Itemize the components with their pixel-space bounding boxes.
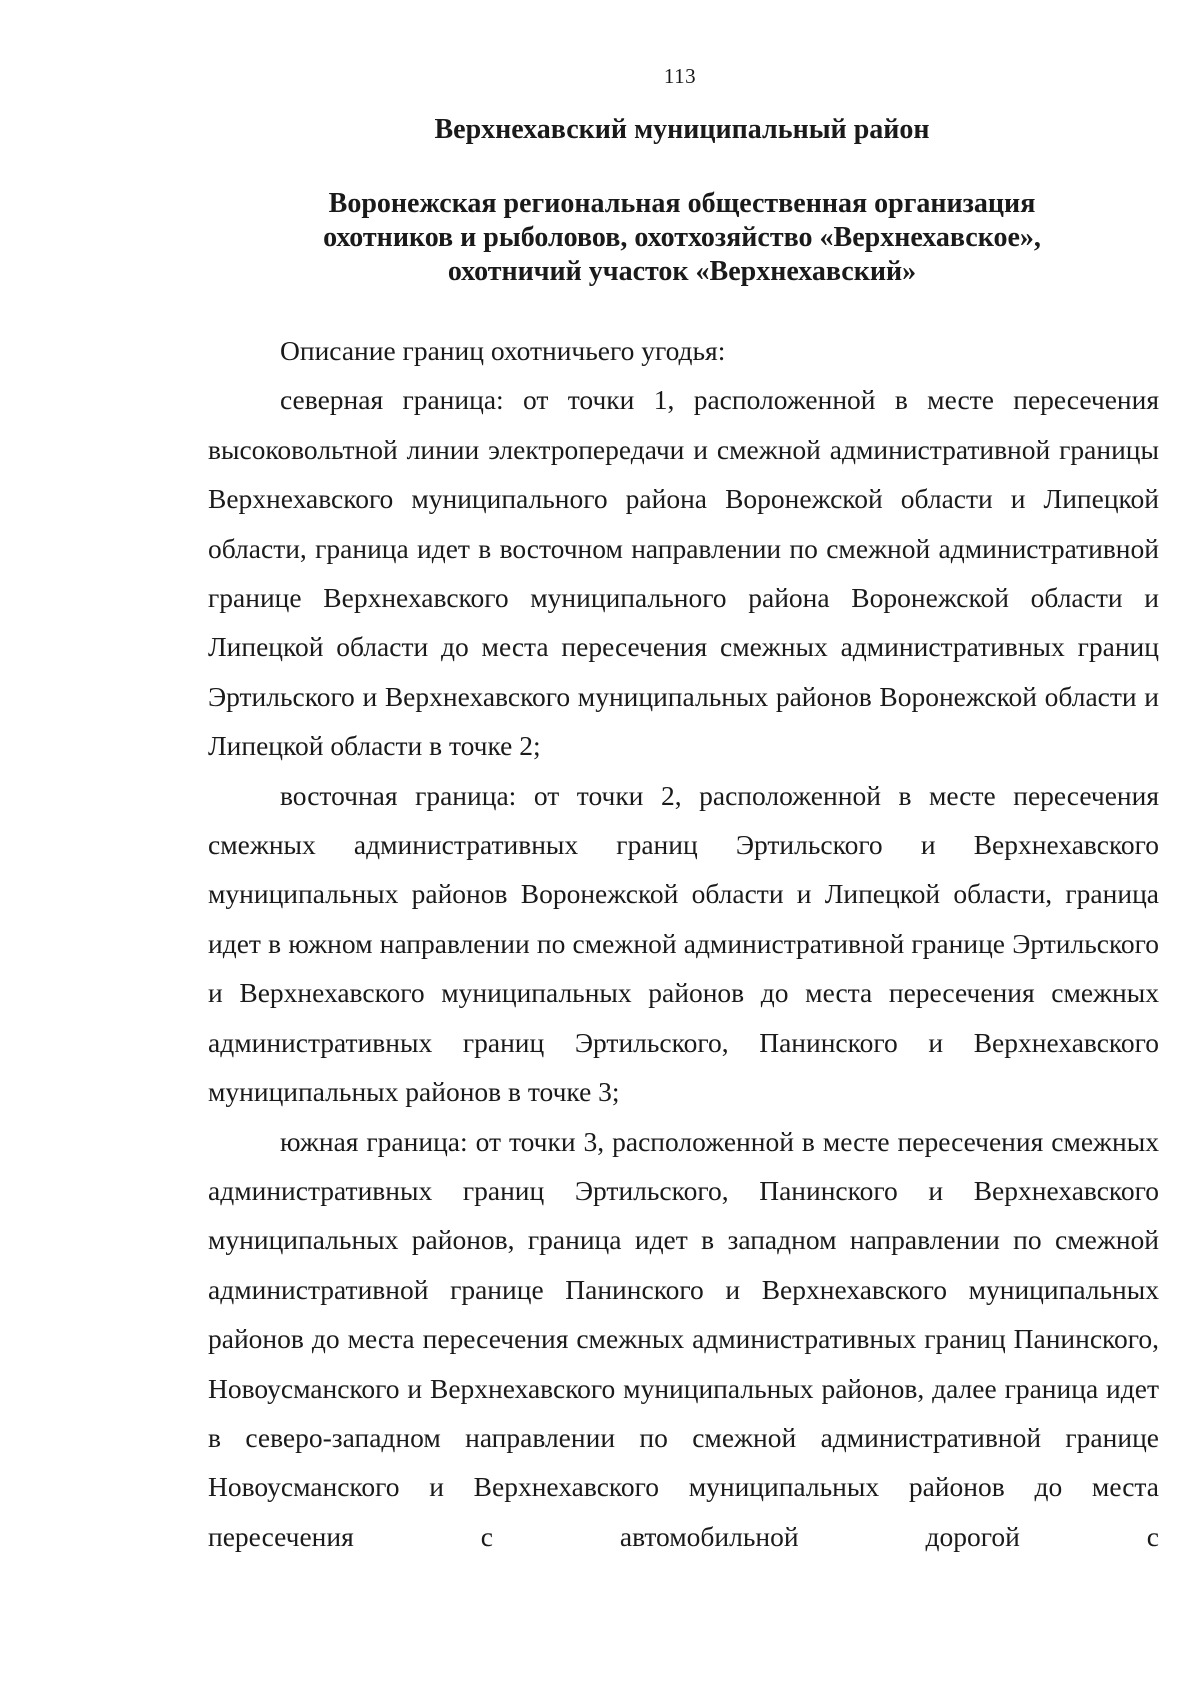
paragraph-intro: Описание границ охотничьего угодья: (280, 335, 726, 366)
page-number: 113 (663, 64, 697, 88)
paragraph-east-boundary: восточная граница: от точки 2, расположенной в месте пересечения смежных административных границ Эртильского и Верхнехавского муниципальных районов Воронежской области и Липецкой области, граница идет в южном направлении по смежной административной границе Эртильского и Верхнехавского муниципальных районов до места пересечения смежных административных границ Эртильского, Панинского и Верхнехавского муниципальных районов в точке 3; (208, 779, 1159, 1108)
organization-title-line: охотничий участок «Верхнехавский» (447, 256, 917, 287)
paragraph-north-boundary: северная граница: от точки 1, расположенной в месте пересечения высоковольтной линии электропередачи и смежной административной границы Верхнехавского муниципального района Воронежской области и Липецкой области, граница идет в восточном направлении по смежной административной границе Верхнехавского муниципального района Воронежской области и Липецкой области до места пересечения смежных административных границ Эртильского и Верхнехавского муниципальных районов Воронежской области и Липецкой области в точке 2; (208, 384, 1159, 762)
paragraph-south-boundary: южная граница: от точки 3, расположенной в месте пересечения смежных административных границ Эртильского, Панинского и Верхнехавского муниципальных районов, граница идет в западном направлении по смежной административной границе Панинского и Верхнехавского муниципальных районов до места пересечения смежных административных границ Панинского, Новоусманского и Верхнехавского муниципальных районов, далее граница идет в северо-западном направлении по смежной административной границе Новоусманского и Верхнехавского муниципальных районов до места пересечения с автомобильной дорогой с (208, 1125, 1159, 1552)
organization-title-line: охотников и рыболовов, охотхозяйство «Верхнехавское», (323, 222, 1041, 253)
organization-title-line: Воронежская региональная общественная организация (328, 188, 1036, 219)
organization-title (0, 187, 1200, 289)
district-title: Верхнехавский муниципальный район (434, 114, 930, 145)
document-body (208, 326, 1159, 1561)
